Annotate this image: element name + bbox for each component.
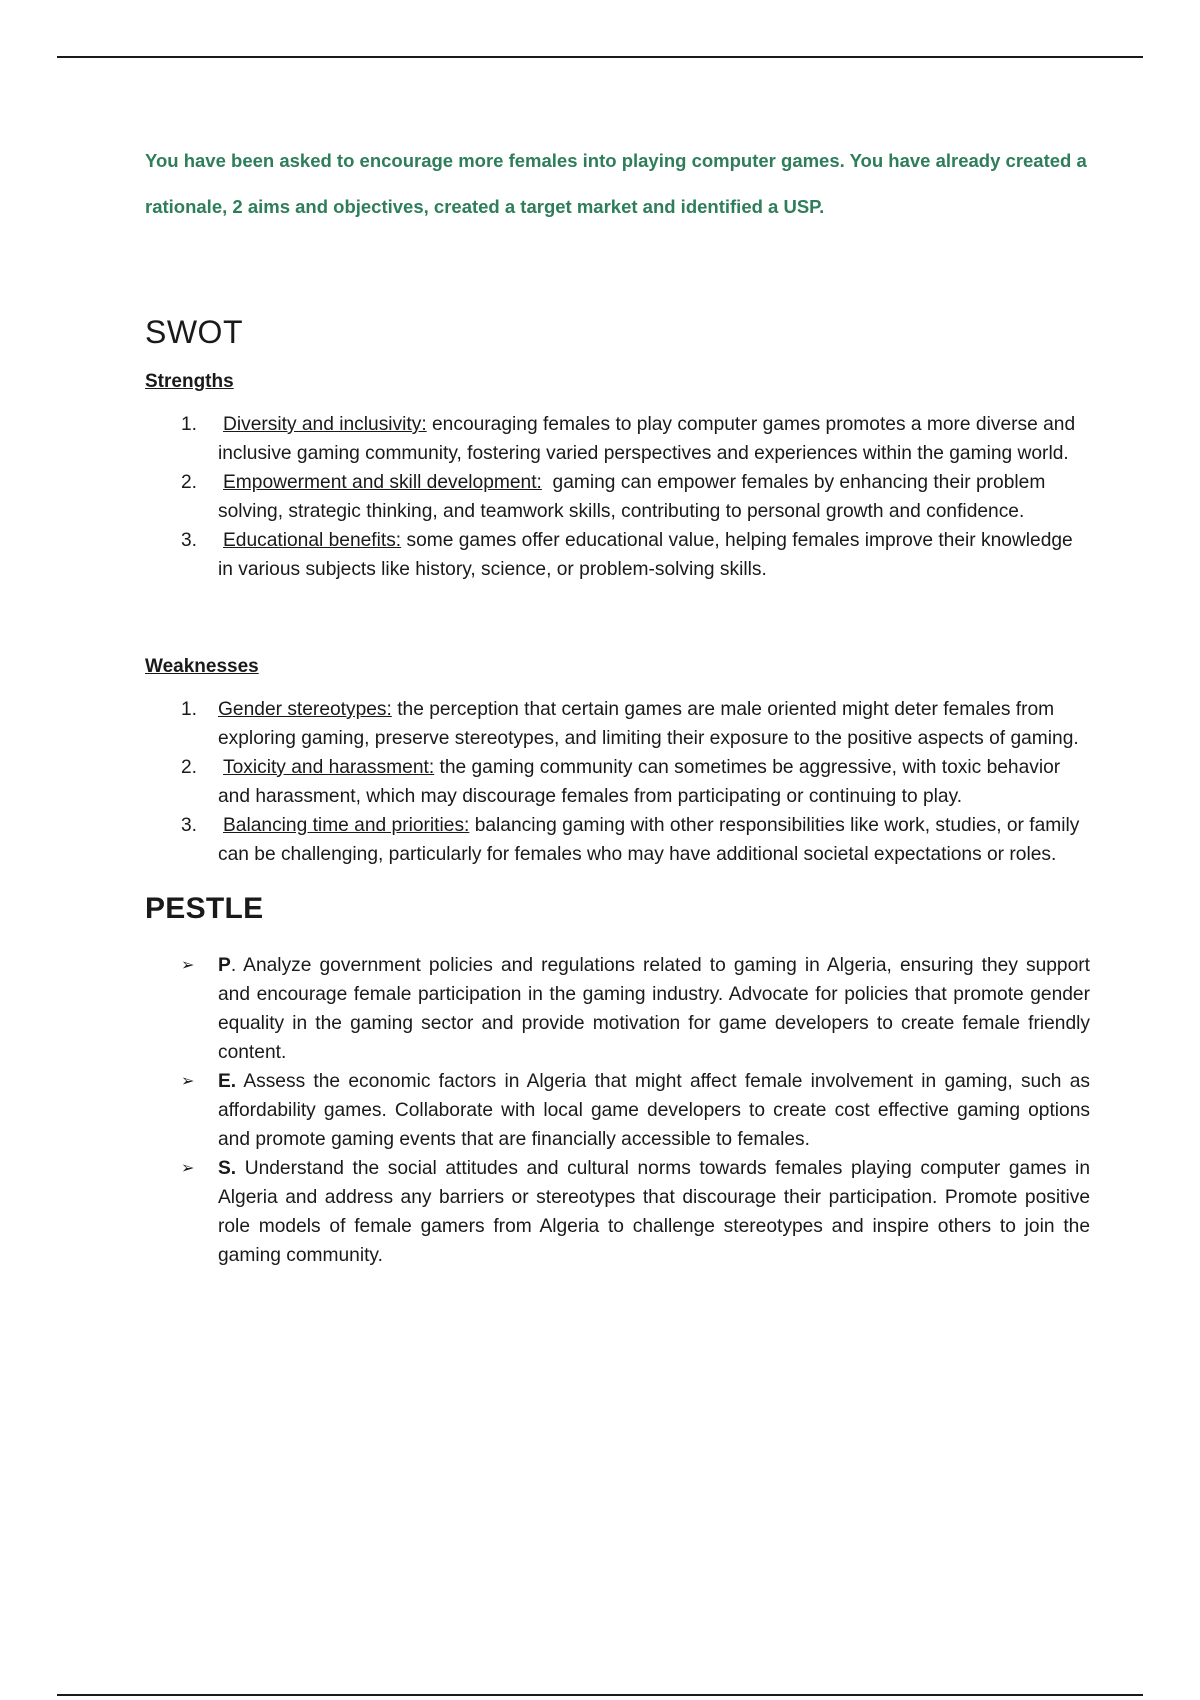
item-text: balancing gaming with other responsibilities like work, studies, or family can be challenging, particularly for females who may have additional societal expectations or roles.	[218, 815, 1080, 865]
arrow-bullet-icon: ➢	[181, 1073, 195, 1090]
list-number: 2.	[181, 757, 198, 778]
item-text: gaming can empower females by enhancing their problem solving, strategic thinking, and teamwork skills, contributing to personal growth and confidence.	[218, 472, 1051, 522]
list-item	[145, 1154, 1090, 1270]
header-rule	[57, 56, 1143, 58]
item-label: Gender stereotypes:	[218, 699, 392, 720]
item-label: Diversity and inclusivity:	[223, 414, 427, 435]
weaknesses-heading: Weaknesses	[145, 656, 259, 677]
list-item	[145, 526, 1090, 584]
pestle-heading: PESTLE	[145, 892, 264, 925]
list-item	[145, 410, 1090, 468]
item-text: the gaming community can sometimes be aggressive, with toxic behavior and harassment, which may discourage females from participating or continuing to play.	[218, 757, 1061, 807]
item-label: Empowerment and skill development:	[223, 472, 542, 493]
item-text: Assess the economic factors in Algeria that might affect female involvement in gaming, such as affordability games. Collaborate with local game developers to create cost effective gaming options and promote gaming events that are financially accessible to females.	[218, 1071, 1090, 1150]
pestle-key: P	[218, 955, 231, 976]
item-label: Balancing time and priorities:	[223, 815, 470, 836]
list-number: 3.	[181, 815, 198, 836]
strengths-list	[145, 410, 1090, 584]
item-label: Toxicity and harassment:	[223, 757, 435, 778]
list-item	[145, 811, 1090, 869]
list-number: 1.	[181, 414, 198, 435]
weaknesses-list	[145, 695, 1090, 869]
list-item	[145, 468, 1090, 526]
list-item	[145, 1067, 1090, 1154]
item-text: some games offer educational value, helping females improve their knowledge in various subjects like history, science, or problem-solving skills.	[218, 530, 1073, 580]
pestle-key: S.	[218, 1158, 237, 1179]
list-number: 2.	[181, 472, 198, 493]
list-item	[145, 695, 1090, 753]
item-text: Understand the social attitudes and cultural norms towards females playing computer games in Algeria and address any barriers or stereotypes that discourage their participation. Promote positive role models of female gamers from Algeria to challenge stereotypes and inspire others to join the gaming community.	[218, 1158, 1090, 1266]
intro-paragraph: You have been asked to encourage more females into playing computer games. You have already created a rationale, 2 aims and objectives, created a target market and identified a USP.	[145, 150, 1087, 217]
pestle-key: E.	[218, 1071, 237, 1092]
footer-rule	[57, 1694, 1143, 1696]
item-text: encouraging females to play computer games promotes a more diverse and inclusive gaming community, fostering varied perspectives and experiences within the gaming world.	[218, 414, 1076, 464]
arrow-bullet-icon: ➢	[181, 957, 195, 974]
strengths-heading: Strengths	[145, 371, 234, 392]
arrow-bullet-icon: ➢	[181, 1160, 195, 1177]
list-number: 3.	[181, 530, 198, 551]
item-text: . Analyze government policies and regulations related to gaming in Algeria, ensuring they support and encourage female participation in the gaming industry. Advocate for policies that promote gender equality in the gaming sector and provide motivation for game developers to create female friendly content.	[218, 955, 1090, 1063]
pestle-list	[145, 951, 1090, 1270]
item-label: Educational benefits:	[223, 530, 402, 551]
swot-heading: SWOT	[145, 314, 243, 350]
document-body	[145, 138, 1090, 1270]
list-number: 1.	[181, 699, 198, 720]
item-text: the perception that certain games are male oriented might deter females from exploring gaming, preserve stereotypes, and limiting their exposure to the positive aspects of gaming.	[218, 699, 1079, 749]
list-item	[145, 753, 1090, 811]
list-item	[145, 951, 1090, 1067]
